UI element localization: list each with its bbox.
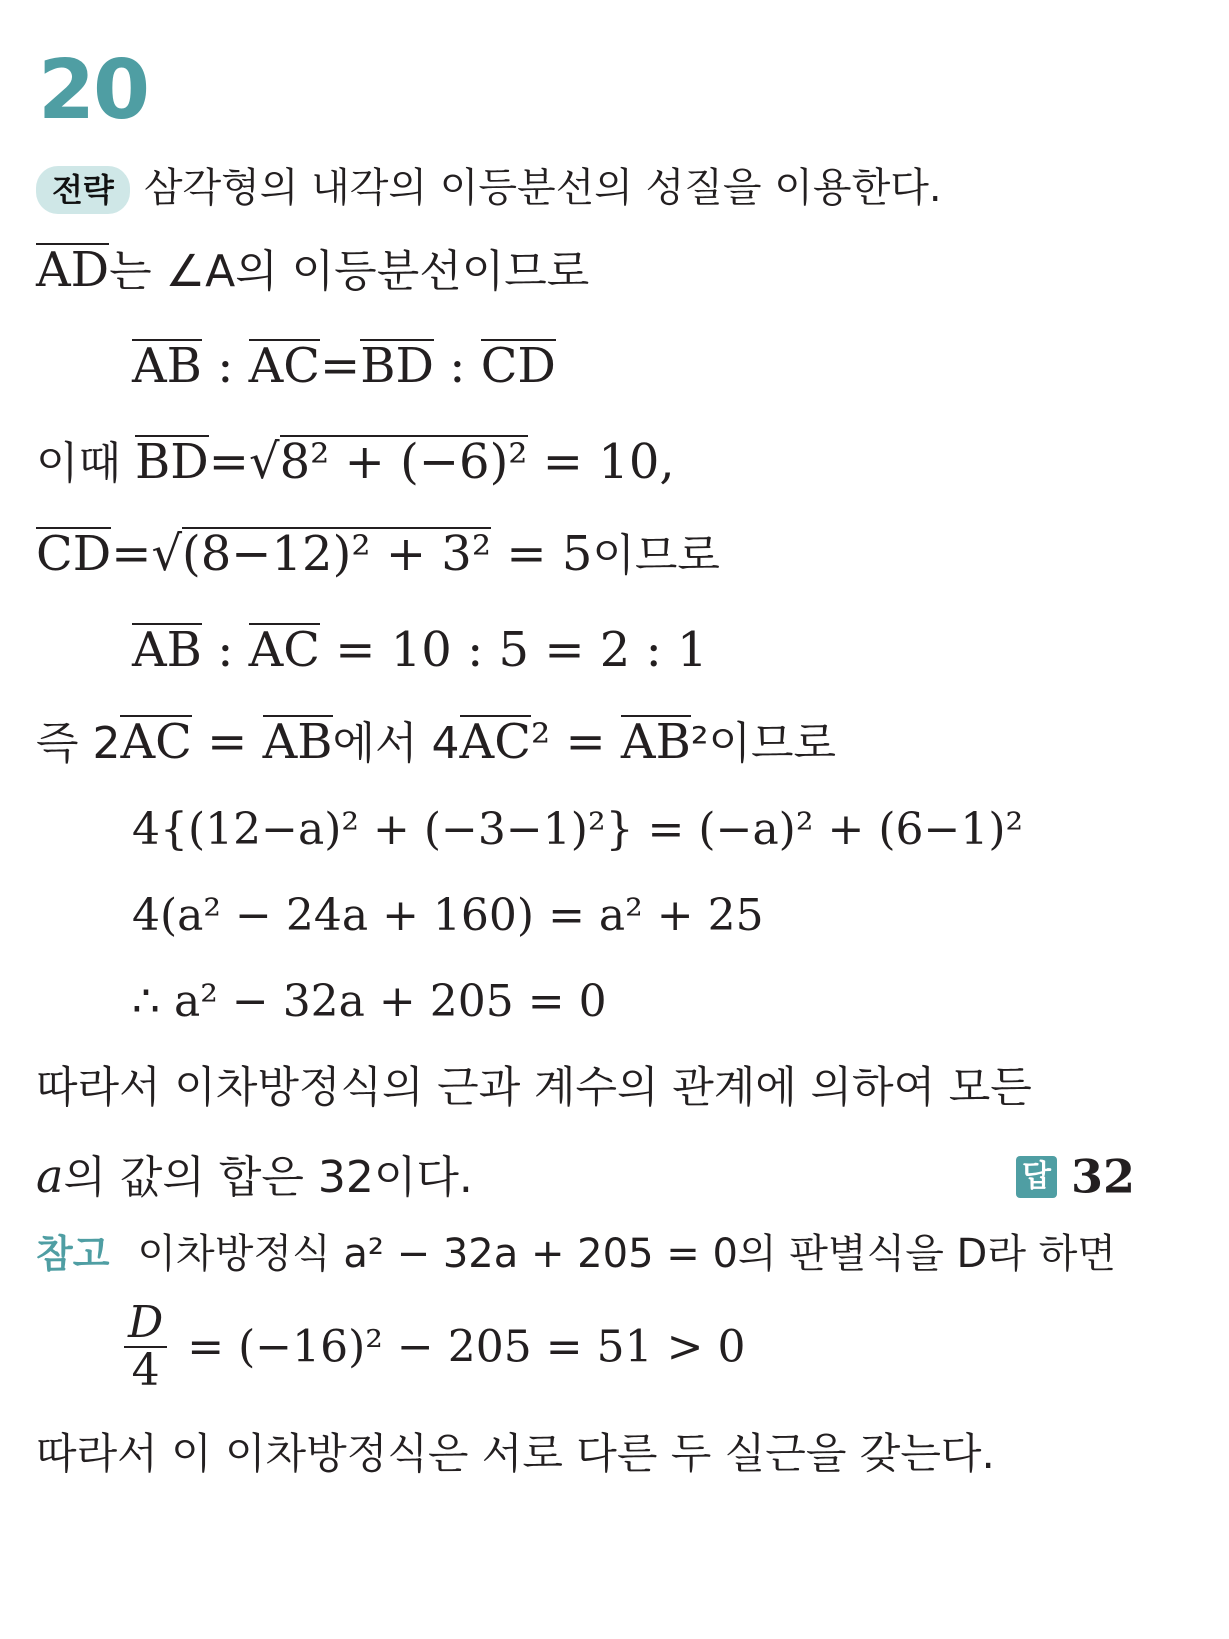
segment-ac: AC bbox=[248, 622, 321, 678]
solution-line-6 bbox=[36, 712, 836, 774]
discriminant-result: = (−16)² − 205 = 51 > 0 bbox=[173, 1321, 746, 1373]
solution-line-1 bbox=[36, 240, 589, 302]
solution-line-3 bbox=[36, 432, 675, 494]
ratio-sep: : bbox=[434, 338, 481, 394]
answer-block bbox=[1016, 1146, 1135, 1207]
segment-ac: AC bbox=[120, 714, 192, 770]
strategy-line bbox=[36, 160, 942, 216]
conclusion-line-2 bbox=[36, 1146, 473, 1217]
note-line-2 bbox=[124, 1297, 746, 1396]
sqrt-sign: =√ bbox=[111, 526, 183, 582]
segment-ad: AD bbox=[36, 242, 110, 298]
equals: = bbox=[320, 338, 361, 394]
line6-mid: 에서 4 bbox=[332, 718, 460, 769]
segment-ac: AC bbox=[248, 338, 321, 394]
segment-ab: AB bbox=[620, 714, 691, 770]
answer-label: 답 bbox=[1016, 1156, 1057, 1198]
variable-a: a bbox=[36, 1149, 64, 1203]
equation-line-8: 4(a² − 24a + 160) = a² + 25 bbox=[132, 890, 764, 941]
ratio-sep: : bbox=[201, 338, 249, 394]
segment-ab: AB bbox=[262, 714, 333, 770]
note-line-3: 따라서 이 이차방정식은 서로 다른 두 실근을 갖는다. bbox=[36, 1429, 995, 1478]
line1-text: 는 ∠A의 이등분선이므로 bbox=[109, 246, 590, 297]
segment-ac: AC bbox=[459, 714, 531, 770]
equation-line-7: 4{(12−a)² + (−3−1)²} = (−a)² + (6−1)² bbox=[132, 804, 1024, 855]
line4-tail: 이므로 bbox=[592, 530, 720, 581]
segment-bd: BD bbox=[135, 434, 209, 490]
line6-tail: ²이므로 bbox=[690, 718, 837, 769]
problem-number: 20 bbox=[38, 43, 149, 138]
note-line-1 bbox=[36, 1226, 1116, 1282]
equation-line-9: ∴ a² − 32a + 205 = 0 bbox=[132, 976, 607, 1027]
sqrt-content: (8−12)² + 3² bbox=[182, 526, 492, 582]
fraction-denominator: 4 bbox=[131, 1345, 160, 1396]
segment-ab: AB bbox=[132, 338, 202, 394]
segment-cd: CD bbox=[480, 338, 556, 394]
segment-cd: CD bbox=[36, 526, 112, 582]
conclusion-text: 의 값의 합은 32이다. bbox=[63, 1152, 473, 1203]
solution-line-4 bbox=[36, 524, 720, 586]
equals: = bbox=[191, 714, 263, 770]
sqrt-content: 8² + (−6)² bbox=[279, 434, 528, 490]
solution-line-5 bbox=[132, 620, 708, 680]
ratio-result: = 10 : 5 = 2 : 1 bbox=[320, 622, 708, 678]
strategy-text: 삼각형의 내각의 이등분선의 성질을 이용한다. bbox=[143, 165, 942, 211]
solution-line-2 bbox=[132, 336, 556, 396]
sqrt-sign: =√ bbox=[208, 434, 280, 490]
fraction-d-over-4 bbox=[124, 1297, 167, 1396]
strategy-badge: 전략 bbox=[36, 166, 130, 214]
line4-result: = 5 bbox=[491, 526, 593, 582]
note-label: 참고 bbox=[36, 1232, 110, 1276]
segment-bd: BD bbox=[360, 338, 434, 394]
line3-prefix: 이때 bbox=[36, 438, 135, 489]
fraction-numerator: D bbox=[124, 1300, 167, 1348]
ratio-sep: : bbox=[201, 622, 249, 678]
line3-result: = 10, bbox=[527, 434, 675, 490]
segment-ab: AB bbox=[132, 622, 202, 678]
note-text: 이차방정식 a² − 32a + 205 = 0의 판별식을 D라 하면 bbox=[137, 1231, 1116, 1277]
equals: ² = bbox=[530, 714, 621, 770]
answer-value: 32 bbox=[1070, 1149, 1135, 1204]
conclusion-line-1: 따라서 이차방정식의 근과 계수의 관계에 의하여 모든 bbox=[36, 1063, 1032, 1113]
line6-prefix: 즉 2 bbox=[36, 718, 121, 769]
